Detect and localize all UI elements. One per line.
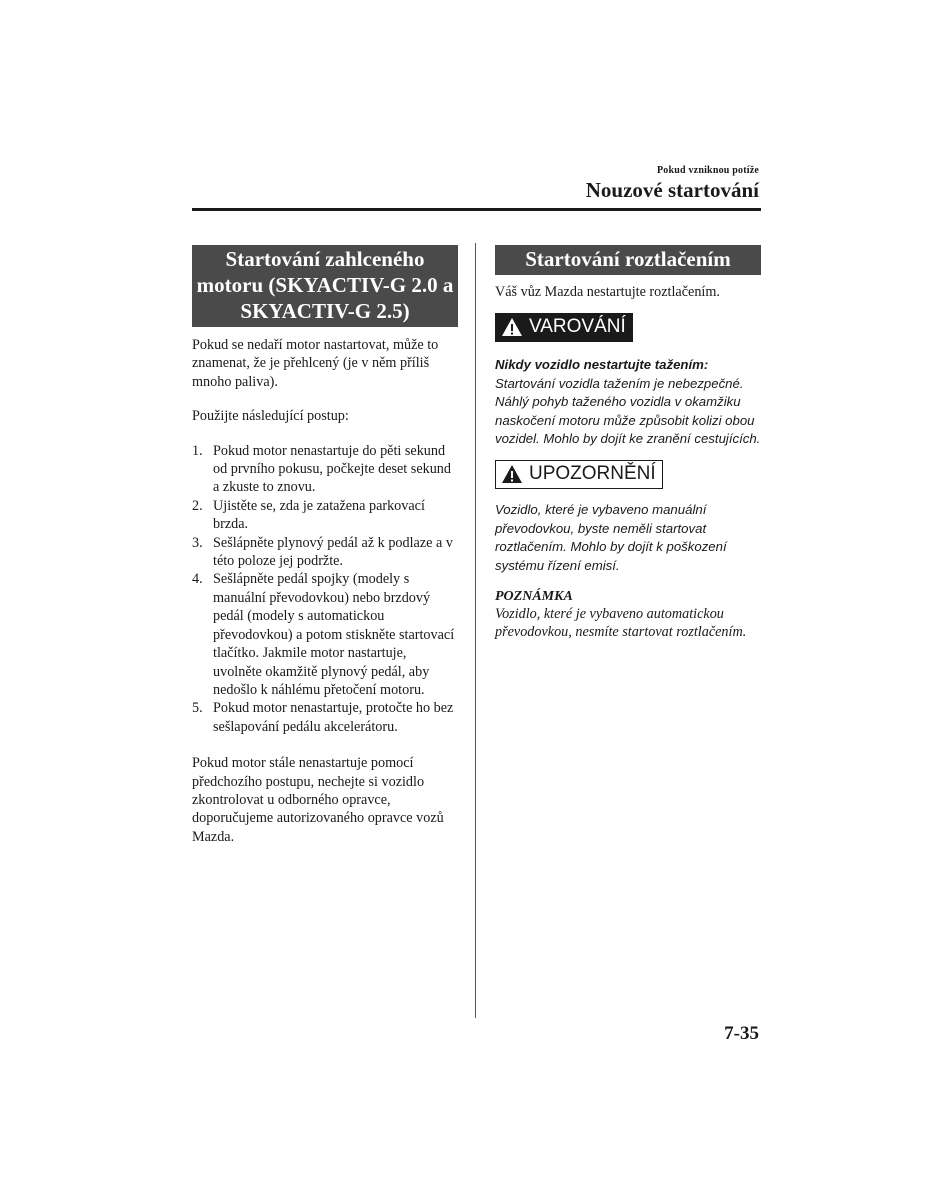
warning-badge-wrap xyxy=(495,313,761,342)
caution-label: UPOZORNĚNÍ xyxy=(529,463,656,485)
section-heading-push-start: Startování roztlačením xyxy=(495,245,761,275)
column-divider xyxy=(475,243,476,1018)
warning-badge xyxy=(495,313,633,342)
note-title: POZNÁMKA xyxy=(495,589,573,605)
step-text: Pokud motor nenastartuje, protočte ho bez sešlapování pedálu akcelerátoru. xyxy=(213,700,454,735)
flooded-intro: Pokud se nedaří motor nastartovat, může to znamenat, že je přehlcený (je v něm příliš mnoho paliva). xyxy=(192,337,439,390)
warning-label: VAROVÁNÍ xyxy=(529,316,626,338)
warning-title: Nikdy vozidlo nestartujte tažením: xyxy=(495,357,709,373)
right-column xyxy=(495,245,761,642)
warning-triangle-icon xyxy=(501,317,523,337)
step-number: 4. xyxy=(192,571,203,588)
step-number: 5. xyxy=(192,700,203,717)
procedure-steps xyxy=(192,442,458,737)
page-title: Nouzové startování xyxy=(585,178,759,202)
caution-text: Vozidlo, které je vybaveno manuální převodovkou, byste neměli startovat roztlačením. Mohlo by dojít k poškození systému řízení emisí. xyxy=(495,502,727,573)
note-text: Vozidlo, které je vybaveno automatickou převodovkou, nesmíte startovat roztlačením. xyxy=(495,606,747,641)
page-number: 7-35 xyxy=(724,1023,759,1044)
caution-badge xyxy=(495,460,663,489)
procedure-label: Použijte následující postup: xyxy=(192,408,349,425)
caution-triangle-icon xyxy=(501,464,523,484)
step-text: Ujistěte se, zda je zatažena parkovací brzda. xyxy=(213,497,425,533)
section-heading-flooded-engine: Startování zahlceného motoru (SKYACTIV-G 2.0 a SKYACTIV-G 2.5) xyxy=(192,245,458,327)
step-number: 3. xyxy=(192,534,203,551)
list-item xyxy=(192,497,458,534)
step-number: 1. xyxy=(192,442,203,459)
warning-text: Startování vozidla tažením je nebezpečné. Náhlý pohyb taženého vozidla v okamžiku naskočení motoru může způsobit kolizi obou vozidel. Mohlo by dojít ke zranění cestujících. xyxy=(495,375,761,447)
list-item xyxy=(192,570,458,699)
header-divider xyxy=(192,208,761,211)
caution-badge-wrap xyxy=(495,460,761,489)
step-text: Pokud motor nenastartuje do pěti sekund od prvního pokusu, počkejte deset sekund a zkuste to znovu. xyxy=(213,442,451,496)
list-item xyxy=(192,534,458,571)
step-text: Sešlápněte pedál spojky (modely s manuální převodovkou) nebo brzdový pedál (modely s automatickou převodovkou) a potom stiskněte startovací tlačítko. Jakmile motor nastartuje, uvolněte okamžitě plynový pedál, aby nedošlo k náhlému přetočení motoru. xyxy=(213,571,455,698)
push-start-intro: Váš vůz Mazda nestartujte roztlačením. xyxy=(495,284,720,300)
closing-paragraph: Pokud motor stále nenastartuje pomocí předchozího postupu, nechejte si vozidlo zkontrolovat u odborného opravce, doporučujeme autorizovaného opravce vozů Mazda. xyxy=(192,755,444,845)
list-item xyxy=(192,699,458,736)
step-text: Sešlápněte plynový pedál až k podlaze a v této poloze jej podržte. xyxy=(213,534,453,570)
left-column xyxy=(192,245,458,846)
list-item xyxy=(192,442,458,497)
step-number: 2. xyxy=(192,497,203,514)
chapter-label: Pokud vzniknou potíže xyxy=(656,165,759,176)
